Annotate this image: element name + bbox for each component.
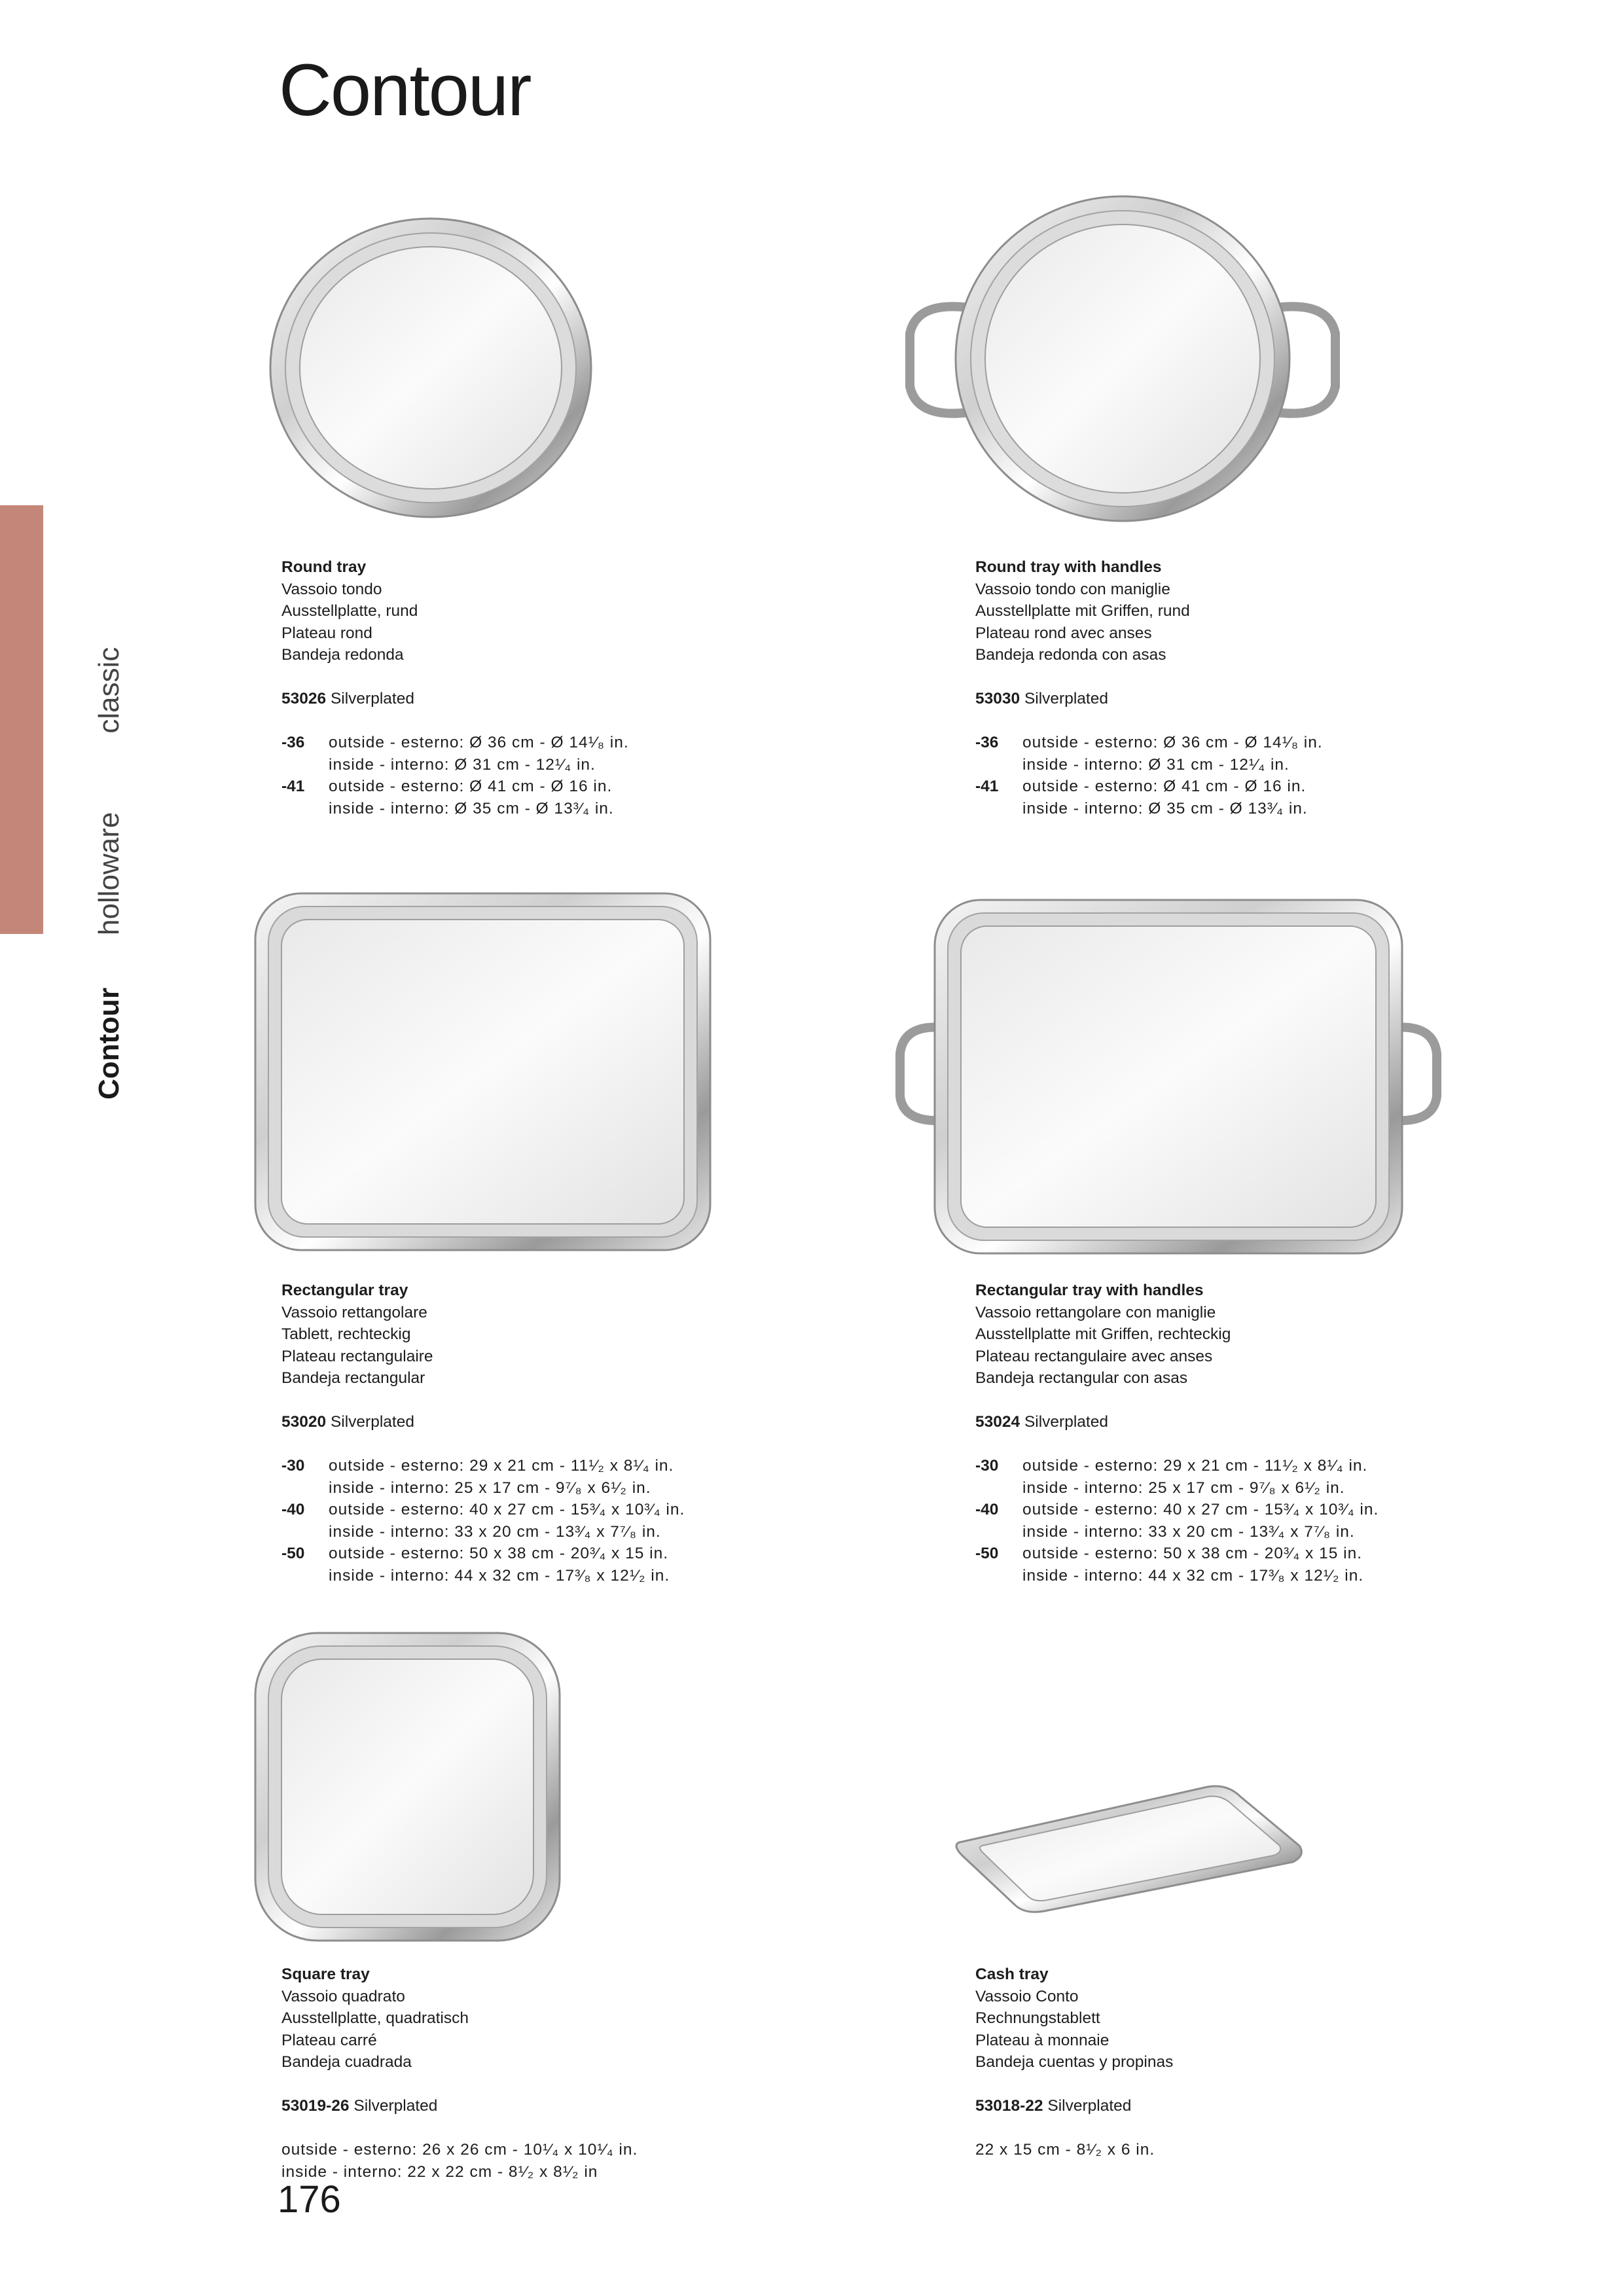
size-inside: inside - interno: 44 x 32 cm - 17³⁄₈ x 12¹⁄₂ in. xyxy=(329,1566,670,1585)
translation: Plateau rond xyxy=(281,624,372,642)
product-finish: Silverplated xyxy=(1024,1413,1108,1431)
size-outside: outside - esterno: 50 x 38 cm - 20³⁄₄ x 15 in. xyxy=(329,1545,669,1562)
rectangular-tray-with-handles-image xyxy=(890,897,1447,1257)
translation: Ausstellplatte, quadratisch xyxy=(281,2009,469,2027)
translation: Bandeja rectangular xyxy=(281,1369,425,1387)
square-tray-image xyxy=(252,1630,566,1947)
translation: Bandeja rectangular con asas xyxy=(975,1369,1188,1387)
product-finish: Silverplated xyxy=(330,1413,414,1431)
product-code: 53019-26 xyxy=(281,2097,350,2115)
cash-tray-info xyxy=(975,1964,1564,2161)
product-name: Square tray xyxy=(281,1965,370,1983)
size-inside: inside - interno: Ø 35 cm - Ø 13³⁄₄ in. xyxy=(1022,799,1308,817)
translation: Plateau rectangulaire avec anses xyxy=(975,1347,1213,1365)
translation: Ausstellplatte mit Griffen, rechteckig xyxy=(975,1325,1231,1343)
dimension-outside: outside - esterno: 26 x 26 cm - 10¹⁄₄ x 10¹⁄₄ in. xyxy=(281,2141,638,2159)
product-finish: Silverplated xyxy=(353,2097,438,2115)
size-inside: inside - interno: 25 x 17 cm - 9⁷⁄₈ x 6¹⁄₂ in. xyxy=(1022,1479,1345,1497)
translation: Ausstellplatte, rund xyxy=(281,602,418,620)
round-tray-with-handles-image xyxy=(897,183,1348,530)
product-code: 53020 xyxy=(281,1413,327,1431)
translation: Vassoio rettangolare xyxy=(281,1303,427,1321)
size-inside: inside - interno: 33 x 20 cm - 13³⁄₄ x 7⁷⁄₈ in. xyxy=(329,1522,661,1541)
product-finish: Silverplated xyxy=(1024,690,1108,708)
size-variant: -30 xyxy=(975,1457,999,1475)
size-inside: inside - interno: Ø 31 cm - 12¹⁄₄ in. xyxy=(1022,755,1290,774)
size-inside: inside - interno: Ø 31 cm - 12¹⁄₄ in. xyxy=(329,755,596,774)
page-title: Contour xyxy=(279,49,531,131)
translation: Bandeja redonda xyxy=(281,646,404,664)
section-accent-bar xyxy=(0,505,43,934)
translation: Vassoio tondo con maniglie xyxy=(975,580,1170,598)
dimension-inside: inside - interno: 22 x 22 cm - 8¹⁄₂ x 8¹⁄₂ in xyxy=(281,2162,598,2181)
size-inside: inside - interno: 44 x 32 cm - 17³⁄₈ x 12¹⁄₂ in. xyxy=(1022,1566,1364,1585)
translation: Ausstellplatte mit Griffen, rund xyxy=(975,602,1190,620)
size-variant: -40 xyxy=(281,1501,305,1518)
translation: Vassoio rettangolare con maniglie xyxy=(975,1303,1216,1321)
cash-tray-image xyxy=(952,1780,1306,1918)
size-outside: outside - esterno: Ø 41 cm - Ø 16 in. xyxy=(1022,778,1307,795)
rectangular-tray-image xyxy=(252,890,717,1257)
size-outside: outside - esterno: Ø 36 cm - Ø 14¹⁄₈ in. xyxy=(1022,734,1323,751)
product-name: Cash tray xyxy=(975,1965,1049,1983)
round-tray-with-handles-info xyxy=(975,556,1564,819)
translation: Vassoio tondo xyxy=(281,580,382,598)
translation: Vassoio quadrato xyxy=(281,1987,405,2005)
product-name: Round tray with handles xyxy=(975,558,1162,576)
translation: Bandeja cuentas y propinas xyxy=(975,2053,1174,2071)
side-nav-line[interactable]: classic xyxy=(93,647,125,734)
round-tray-info xyxy=(281,556,871,819)
product-code: 53024 xyxy=(975,1413,1020,1431)
size-variant: -40 xyxy=(975,1501,999,1518)
size-variant: -36 xyxy=(281,734,305,751)
product-code: 53030 xyxy=(975,690,1020,708)
translation: Vassoio Conto xyxy=(975,1987,1079,2005)
size-outside: outside - esterno: Ø 41 cm - Ø 16 in. xyxy=(329,778,613,795)
translation: Tablett, rechteckig xyxy=(281,1325,411,1343)
product-finish: Silverplated xyxy=(1047,2097,1132,2115)
size-inside: inside - interno: 25 x 17 cm - 9⁷⁄₈ x 6¹⁄₂ in. xyxy=(329,1479,651,1497)
page-number: 176 xyxy=(278,2178,341,2221)
product-finish: Silverplated xyxy=(330,690,414,708)
size-variant: -50 xyxy=(975,1545,999,1562)
size-outside: outside - esterno: 40 x 27 cm - 15³⁄₄ x 10³⁄₄ in. xyxy=(329,1501,685,1518)
size-outside: outside - esterno: 40 x 27 cm - 15³⁄₄ x 10³⁄₄ in. xyxy=(1022,1501,1379,1518)
size-variant: -50 xyxy=(281,1545,305,1562)
size-outside: outside - esterno: 50 x 38 cm - 20³⁄₄ x 15 in. xyxy=(1022,1545,1363,1562)
translation: Plateau à monnaie xyxy=(975,2031,1110,2049)
product-code: 53026 xyxy=(281,690,327,708)
size-inside: inside - interno: 33 x 20 cm - 13³⁄₄ x 7⁷⁄₈ in. xyxy=(1022,1522,1355,1541)
side-navigation xyxy=(95,647,124,1100)
translation: Bandeja cuadrada xyxy=(281,2053,412,2071)
translation: Plateau carré xyxy=(281,2031,377,2049)
size-outside: outside - esterno: 29 x 21 cm - 11¹⁄₂ x 8¹⁄₄ in. xyxy=(329,1457,674,1475)
rectangular-tray-info xyxy=(281,1280,871,1587)
product-name: Rectangular tray xyxy=(281,1282,408,1299)
size-outside: outside - esterno: 29 x 21 cm - 11¹⁄₂ x 8¹⁄₄ in. xyxy=(1022,1457,1368,1475)
product-name: Rectangular tray with handles xyxy=(975,1282,1204,1299)
side-nav-category[interactable]: holloware xyxy=(93,812,125,935)
translation: Plateau rond avec anses xyxy=(975,624,1152,642)
product-name: Round tray xyxy=(281,558,367,576)
size-outside: outside - esterno: Ø 36 cm - Ø 14¹⁄₈ in. xyxy=(329,734,629,751)
size-variant: -41 xyxy=(281,778,305,795)
size-variant: -41 xyxy=(975,778,999,795)
translation: Bandeja redonda con asas xyxy=(975,646,1166,664)
size-inside: inside - interno: Ø 35 cm - Ø 13³⁄₄ in. xyxy=(329,799,614,817)
translation: Plateau rectangulaire xyxy=(281,1347,433,1365)
round-tray-image xyxy=(249,216,615,530)
side-nav-section[interactable]: Contour xyxy=(93,987,125,1100)
dimension: 22 x 15 cm - 8¹⁄₂ x 6 in. xyxy=(975,2141,1155,2159)
product-code: 53018-22 xyxy=(975,2097,1043,2115)
square-tray-info xyxy=(281,1964,871,2183)
product-round-tray xyxy=(249,216,903,530)
rectangular-tray-with-handles-info xyxy=(975,1280,1564,1587)
translation: Rechnungstablett xyxy=(975,2009,1100,2027)
size-variant: -30 xyxy=(281,1457,305,1475)
size-variant: -36 xyxy=(975,734,999,751)
